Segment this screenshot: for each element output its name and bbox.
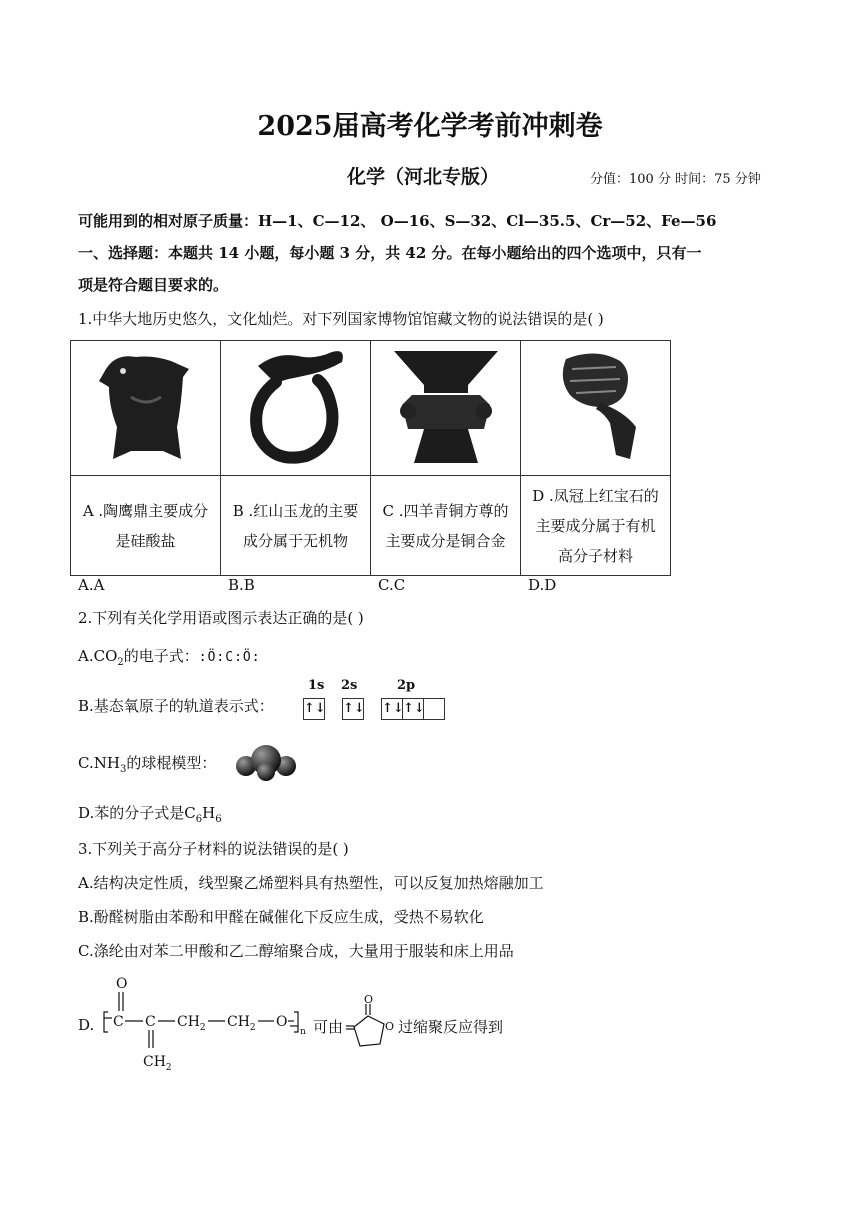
q2-d-text: D.苯的分子式是 [78,804,185,822]
relic-image-cell-c [371,341,521,476]
relic-caption-b: B .红山玉龙的主要成分属于无机物 [221,476,371,576]
polymer-structure [98,976,310,1074]
page-title: 2025届高考化学考前冲刺卷 [257,111,603,142]
q2-option-b[interactable] [78,695,274,716]
q3-d-end-text: 过缩聚反应得到 [398,1018,504,1036]
orbital-label-2s: 2s [341,678,358,693]
struct-carbonyl-c: C [113,1014,124,1030]
q3-d-middle-text: 可由 [313,1018,344,1036]
lactone-structure [344,992,398,1056]
orbital-box-2p-3 [424,698,445,720]
relic-caption-c: C .四羊青铜方尊的主要成分是铜合金 [371,476,521,576]
orbital-box-2p-2: ↑↓ [403,698,424,720]
q2-option-d[interactable] [78,802,222,825]
q2-c-formula: NH [93,754,120,772]
q3-option-a[interactable]: A.结构决定性质，线型聚乙烯塑料具有热塑性，可以反复加热熔融加工 [78,874,544,892]
q1-option-c[interactable]: C.C [378,576,406,594]
q2-d-carbon-sub: 6 [195,814,203,825]
orbital-box-2s: ↑↓ [342,698,364,720]
struct-ch2-a: $CH_2$ [177,1014,206,1033]
section-instructions-line1: 一、选择题：本题共 14 小题，每小题 3 分，共 42 分。在每小题给出的四个选项中，只有一 [78,244,702,262]
struct-methylene: $CH_2$ [143,1054,172,1073]
q3-option-c[interactable]: C.涤纶由对苯二甲酸和乙二醇缩聚合成，大量用于服装和床上用品 [78,942,514,960]
q2-a-sub: 2 [117,657,124,668]
q2-option-c[interactable] [78,752,216,775]
page-subtitle: 化学（河北专版） [347,166,500,188]
struct-n-subscript: n [300,1027,306,1037]
q2-d-carbon: C [184,804,196,822]
orbital-box-1s: ↑↓ [303,698,325,720]
q2-c-sub: 3 [119,764,127,775]
q2-stem: 2.下列有关化学用语或图示表达正确的是( ) [78,609,364,627]
co2-lewis-structure: :Ö:C:Ö: [198,650,261,665]
eagle-tripod-image [91,347,201,465]
q3-option-b[interactable]: B.酚醛树脂由苯酚和甲醛在碱催化下反应生成，受热不易软化 [78,908,484,926]
q3-option-d-label[interactable]: D. [78,1016,95,1034]
q2-a-label: A. [78,647,94,665]
atomic-masses: 可能用到的相对原子质量：H—1、C—12、 O—16、S—32、Cl—35.5、Cr—52、Fe—56 [78,212,717,230]
bronze-zun-image [386,345,506,467]
phoenix-crown-image [546,347,646,465]
score-time: 分值：100 分 时间：75 分钟 [590,172,761,187]
q2-option-a[interactable] [78,645,261,668]
orbital-label-1s: 1s [308,678,325,693]
relic-caption-a: A .陶鹰鼎主要成分是硅酸盐 [71,476,221,576]
q1-stem: 1.中华大地历史悠久，文化灿烂。对下列国家博物馆馆藏文物的说法错误的是( ) [78,310,604,328]
q2-d-hydrogen: H [202,804,216,822]
lactone-ring-o: O [385,1020,395,1033]
relic-image-cell-b [221,341,371,476]
q2-c-label: C. [78,754,94,772]
q2-b-text: B.基态氧原子的轨道表示式： [78,697,274,715]
relic-image-cell-d [521,341,671,476]
struct-ch2-b: $CH_2$ [227,1014,256,1033]
q2-d-hydrogen-sub: 6 [215,814,222,825]
q1-option-d[interactable]: D.D [528,576,557,594]
relic-image-cell-a [71,341,221,476]
lactone-carbonyl-o: O [364,993,374,1006]
q2-a-suffix: 的电子式： [123,647,199,665]
section-instructions-line2: 项是符合题目要求的。 [78,276,229,294]
orbital-box-2p-1: ↑↓ [381,698,403,720]
q3-stem: 3.下列关于高分子材料的说法错误的是( ) [78,840,349,858]
q1-option-a[interactable]: A.A [78,576,105,594]
struct-alpha-c: C [145,1014,156,1030]
relics-table [70,340,671,576]
q2-c-suffix: 的球棍模型： [126,754,217,772]
struct-ether-o: O [276,1014,288,1030]
jade-dragon-image [236,344,356,468]
q1-option-b[interactable]: B.B [228,576,255,594]
nh3-ball-model-image [234,742,298,782]
q2-a-formula: CO [93,647,118,665]
relic-caption-d: D .凤冠上红宝石的主要成分属于有机高分子材料 [521,476,671,576]
struct-carbonyl-o: O [116,976,128,992]
orbital-label-2p: 2p [397,678,416,693]
